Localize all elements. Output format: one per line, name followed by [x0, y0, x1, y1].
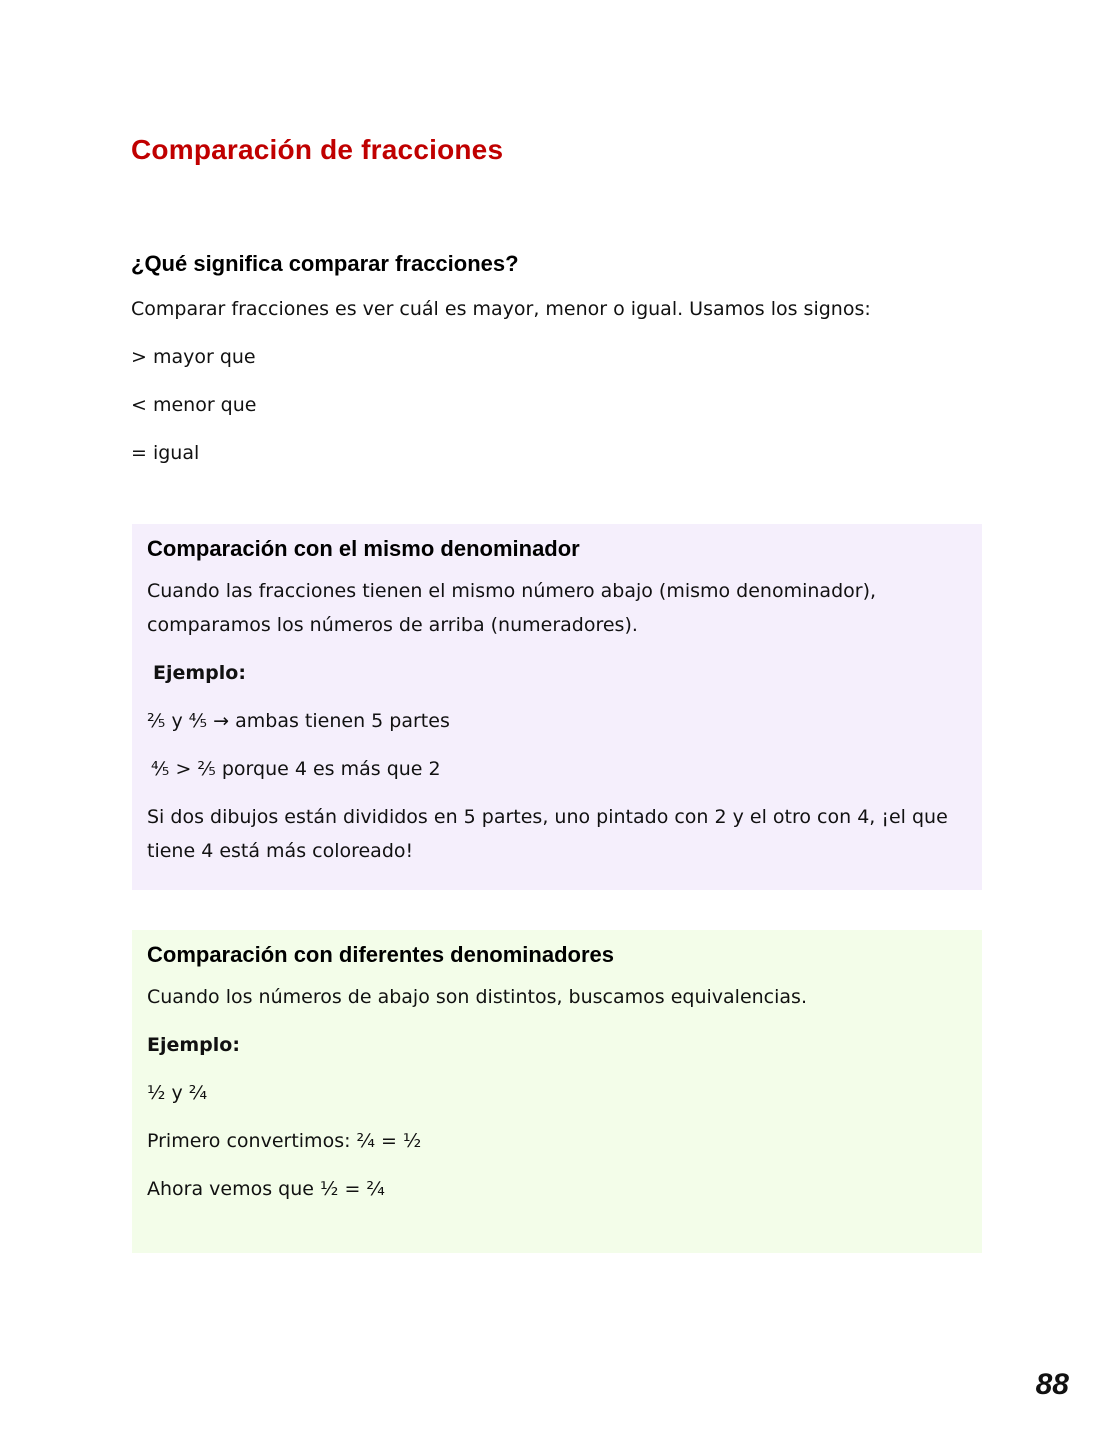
intro-section: [131, 248, 991, 484]
same-denominator-paragraph: Cuando las fracciones tienen el mismo número abajo (mismo denominador), comparamos los números de arriba (numeradores).: [147, 580, 877, 636]
different-denominators-example-line: Ahora vemos que ½ = ²⁄₄: [147, 1178, 385, 1200]
same-denominator-example-line: ⁴⁄₅ > ²⁄₅ porque 4 es más que 2: [151, 758, 441, 780]
different-denominators-example-label: Ejemplo:: [147, 1034, 240, 1056]
page-title: Comparación de fracciones: [131, 134, 504, 165]
different-denominators-example-line: ½ y ²⁄₄: [147, 1082, 208, 1104]
page-number: 88: [1035, 1368, 1069, 1401]
different-denominators-box: [132, 930, 982, 1253]
different-denominators-heading: Comparación con diferentes denominadores: [147, 942, 614, 967]
different-denominators-example-line: Primero convertimos: ²⁄₄ = ½: [147, 1130, 422, 1152]
same-denominator-heading: Comparación con el mismo denominador: [147, 536, 580, 561]
intro-heading: ¿Qué significa comparar fracciones?: [131, 251, 519, 276]
intro-paragraph: Comparar fracciones es ver cuál es mayor, menor o igual. Usamos los signos:: [131, 298, 871, 320]
sign-less-than: < menor que: [131, 394, 257, 416]
same-denominator-example-line: ²⁄₅ y ⁴⁄₅ → ambas tienen 5 partes: [147, 710, 450, 732]
different-denominators-paragraph: Cuando los números de abajo son distintos, buscamos equivalencias.: [147, 986, 807, 1008]
same-denominator-explanation: Si dos dibujos están divididos en 5 partes, uno pintado con 2 y el otro con 4, ¡el que tiene 4 está más coloreado!: [147, 806, 948, 862]
sign-equal: = igual: [131, 442, 200, 464]
same-denominator-box: [132, 524, 982, 890]
sign-greater-than: > mayor que: [131, 346, 256, 368]
same-denominator-example-label: Ejemplo:: [153, 662, 246, 684]
